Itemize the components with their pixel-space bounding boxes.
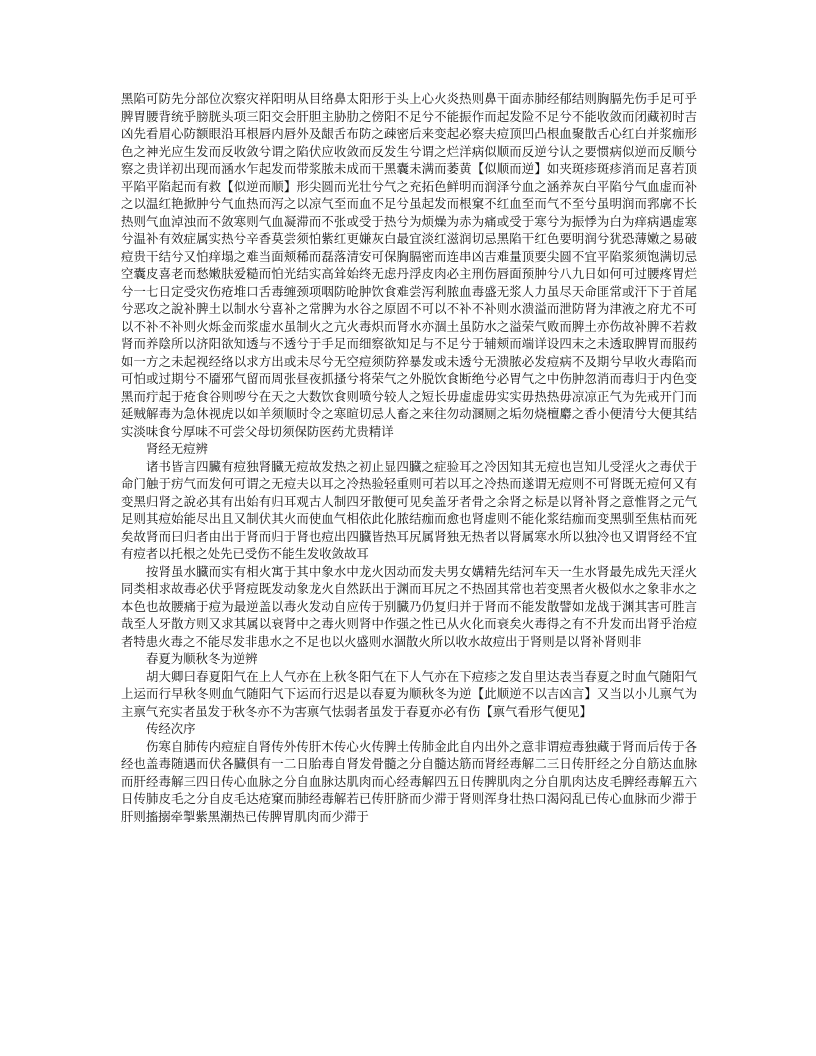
section-heading-kidney-no-pox: 肾经无痘辨 [146, 441, 208, 456]
document-page [121, 90, 697, 825]
body-paragraph-1: 黑陷可防先分部位次察灾祥阳明从目络鼻太阳形于头上心火炎热则鼻干面赤肺经郁结则胸膈先伤手足可乎脾胃腰背统乎膀胱头项三阳交会肝胆主胁肋之傍阳不足兮不能振作而起发险不足兮不能收敛而闭藏初时吉凶先看眉心防额眼沿耳根唇内唇外及龈舌布防之疎密后来变起必察夫痘顶凹凸根血聚散舌心红白并浆痂形色之神光应生发而反收敛兮谓之陷伏应收敛而反发生兮谓之烂洋病似顺而反逆兮认之要惯病似逆而反顺兮察之贵详初出现而涵水乍起发而带浆脓未成而干黑囊未满而萎黄【似顺而逆】如夹斑疹斑疹消而足喜若顶平陷平陷起而有救【似逆而顺】形尖圆而光壮兮气之充拓色鲜明而润泽兮血之涵养灰白平陷兮气血虚而补之以温红艳掀肿兮气血热而泻之以凉气至而血不足兮虽起发而根窠不红血至而气不至兮虽明润而郛廓不长热则气血淖浊而不敛寒则气血凝滞而不张或受于热兮为烦燥为赤为痛或受于寒兮为振悸为白为痒病遇虚寒兮温补有效症属实热兮辛香莫尝须怕紫红更嫌灰白最宜淡红滋润切忌黑陷干红色要明润兮犹恐薄嫩之易破痘贵干结兮又怕痒塌之难当面颊稀而磊落清安可保胸膈密而连串凶吉难量顶要尖圆不宜平陷浆须饱满切忌空囊皮喜老而愁嫩肤爱糙而怕光结实高耸始终无虑丹浮皮肉必主刑伤唇面预肿兮八九日如何可过腰疼胃烂兮一七日定受灾伤疮堆口舌毒缠颈项咽防呛肿饮食难尝泻利脓血毒盛无浆人力虽尽天命匪常或汗下于首尾兮恶攻之說补脾土以制水兮喜补之常脾为水谷之原固不可以不补不补则水溃溢而泄防肾为津液之府尤不可以不补不补则火烁金而浆虚水虽制火之亢火毒炽而肾水亦涸土虽防水之溢荣气败而脾土亦伤故补脾不若救肾而养陰所以济阳欲知透与不透兮于手足而细察欲知足与不足兮于辅颊而端详设四末之未透取脾胃而服药如一方之未起视经络以求方出或未尽兮无空痘须防猝暴发或未透兮无溃脓必发痘病不及期兮早收火毒陷而可怕或过期兮不靥邪气留而周张昼夜抓搔兮将荣气之外脱饮食断绝兮必胃气之中伤肿忽消而毒归于内色变黑而疔起于疮食谷则哕兮在天之大数饮食则喷兮较人之短长毋虚虚毋实实毋热热毋凉凉正气为先戒开门而延贼解毒为急休视虎以如羊须顺时令之寒暄切忌人畜之来往勿动溷厕之垢勿烧檀麝之香小便清兮大便其结实淡味食兮厚味不可尝父母切须保防医药尤贵精详 [121, 91, 697, 439]
section-heading-seasons: 春夏为顺秋冬为逆辨 [146, 651, 258, 666]
section-heading-meridian-order: 传经次序 [146, 721, 196, 736]
body-paragraph-2: 诸书皆言四臟有痘独肾臓无痘故发热之初止显四臓之症验耳之冷因知其无痘也岂知儿受淫火之毒伏于命门触于疠气而发何可谓之无痘夫以耳之冷热验轻重则可若以耳之冷热而遂谓无痘则不可肾既无痘何又有变黑归肾之說必其有出始有归耳观古人制四牙散便可见矣盖牙者骨之余肾之标是以肾补肾之意惟肾之元气足则其痘始能尽出且又制伏其火而使血气相依此化脓结痂而愈也肾虚则不能化浆结痂而变黑驯至焦枯而死矣故肾而曰归者由出于肾而归于肾也痘出四臓皆热耳尻属肾独无热者以肾属寒水所以独冷也又谓肾经不宜有痘者以托根之处先已受伤不能生发收敛故耳 [121, 458, 697, 561]
body-paragraph-5: 伤寒自肺传内痘症自肾传外传肝木传心火传脾土传肺金此自内出外之意非谓痘毒独藏于肾而后传于各经也盖毒随遇而伏各臓俱有一二日胎毒自肾发骨髓之分自髓达筋而肾经毒解二三日传肝经之分自筋达血脉而肝经毒解三四日传心血脉之分自血脉达肌肉而心经毒解四五日传脾肌肉之分自肌肉达皮毛脾经毒解五六日传肺皮毛之分自皮毛达疮窠而肺经毒解若已传肝脐而少滞于肾则浑身壮热口渴闷乱已传心血脉而少滞于肝则搐搦牵掣紫黑潮热已传脾胃肌肉而少滞于 [121, 738, 697, 824]
body-paragraph-4: 胡大卿曰春夏阳气在上人气亦在上秋冬阳气在下人气亦在下痘疹之发自里达表当春夏之时血气随阳气上运而行早秋冬则血气随阳气下运而行迟是以春夏为顺秋冬为逆【此顺逆不以吉凶言】又当以小儿禀气为主禀气充实者虽发于秋冬亦不为害禀气怯弱者虽发于春夏亦必有伤【禀气看形气便见】 [121, 668, 697, 719]
body-paragraph-3: 按肾虽水臓而实有相火寓于其中象水中龙火因动而发夫男女媾精先结河车天一生水肾最先成先天淫火同类相求故毒必伏乎肾痘既发动象龙火自然跃出于渊而耳尻之不热固其常也若变黑者火极似水之象非水之本色也故腰痛于痘为最逆盖以毒火发动自应传于别臓乃仍复归并于肾而不能发散譬如龙战于渊其害可胜言哉至人牙散方则又求其属以衰肾中之毒火则肾中作强之性已从火化而衰矣火毒得之有不升发而出肾乎治痘者特患火毒之不能尽发非患水之不足也以火盛则水涸散火所以收水故痘出于肾则是以肾补肾则非 [121, 563, 697, 649]
